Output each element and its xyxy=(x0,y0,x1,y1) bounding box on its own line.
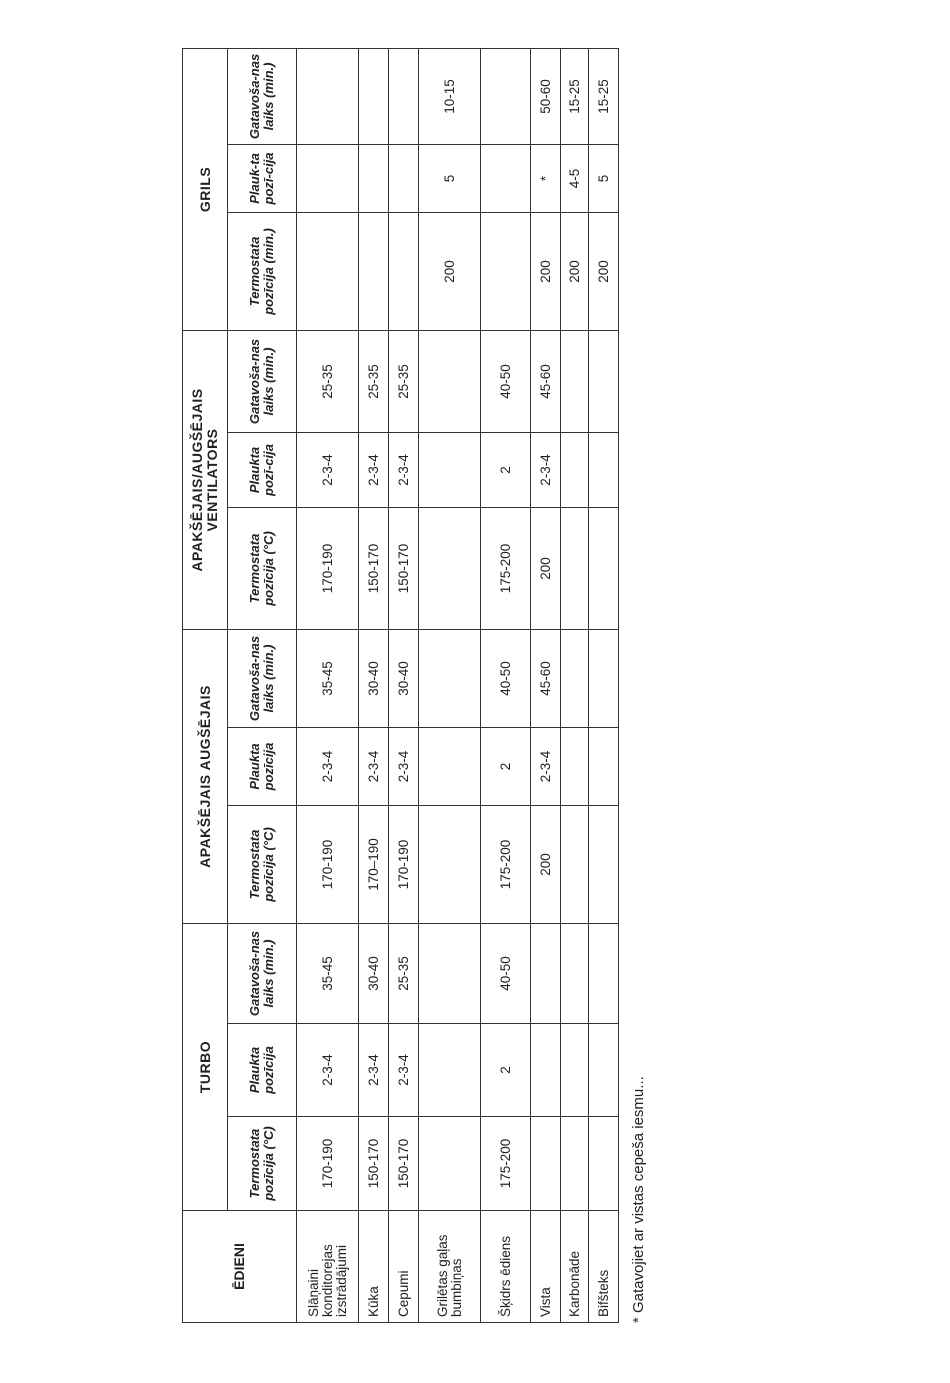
cell: 2-3-4 xyxy=(359,1024,389,1117)
dish-name: Bifšteks xyxy=(589,1211,619,1323)
cell: 175-200 xyxy=(481,507,531,629)
table-row xyxy=(389,48,419,1322)
cell: 40-50 xyxy=(481,629,531,727)
cell: 200 xyxy=(531,212,561,330)
cooking-table-rotated xyxy=(182,53,678,1323)
cell xyxy=(297,48,359,144)
cell: 2-3-4 xyxy=(297,1024,359,1117)
cell xyxy=(561,923,589,1023)
lu-time-header: Gatavoša-nas laiks (min.) xyxy=(228,629,297,727)
cell xyxy=(419,1117,481,1211)
cell xyxy=(589,507,619,629)
cell: 2-3-4 xyxy=(531,727,561,805)
cell xyxy=(359,144,389,212)
cell xyxy=(419,330,481,432)
cell xyxy=(389,212,419,330)
table-row xyxy=(359,48,389,1322)
cell: 150-170 xyxy=(359,507,389,629)
cell: 2-3-4 xyxy=(389,432,419,507)
cell: 170-190 xyxy=(389,805,419,923)
cell xyxy=(359,48,389,144)
grill-thermo-header: Termostata pozīcija (min.) xyxy=(228,212,297,330)
cell: 2 xyxy=(481,727,531,805)
cell xyxy=(389,144,419,212)
table-row xyxy=(297,48,359,1322)
cell xyxy=(359,212,389,330)
cell: 2-3-4 xyxy=(359,727,389,805)
cell xyxy=(589,432,619,507)
cell: 2-3-4 xyxy=(389,727,419,805)
table-row xyxy=(589,48,619,1322)
cell: 200 xyxy=(419,212,481,330)
cell: 2-3-4 xyxy=(297,432,359,507)
luf-thermo-header: Termostata pozīcija (°C) xyxy=(228,507,297,629)
cell xyxy=(297,212,359,330)
grill-header: GRILS xyxy=(183,48,228,330)
cell: 25-35 xyxy=(297,330,359,432)
dish-name: Cepumi xyxy=(389,1211,419,1323)
cell: 200 xyxy=(561,212,589,330)
grill-time-header: Gatavoša-nas laiks (min.) xyxy=(228,48,297,144)
cell xyxy=(389,48,419,144)
cell: 30-40 xyxy=(359,923,389,1023)
cell: 5 xyxy=(419,144,481,212)
cell: 150-170 xyxy=(389,507,419,629)
cell xyxy=(481,48,531,144)
cell xyxy=(589,1117,619,1211)
cell: 50-60 xyxy=(531,48,561,144)
cell: 45-60 xyxy=(531,330,561,432)
cell: 5 xyxy=(589,144,619,212)
cell: 200 xyxy=(589,212,619,330)
dish-name: Grilētas gaļas bumbiņas xyxy=(419,1211,481,1323)
cell: 25-35 xyxy=(389,923,419,1023)
dish-name: Slāņaini konditorejas izstrādājumi xyxy=(297,1211,359,1323)
cell xyxy=(589,629,619,727)
cell: 30-40 xyxy=(359,629,389,727)
table-row xyxy=(481,48,531,1322)
cell: 30-40 xyxy=(389,629,419,727)
cell: 170-190 xyxy=(297,805,359,923)
cell xyxy=(297,144,359,212)
cell xyxy=(589,330,619,432)
cell xyxy=(561,330,589,432)
turbo-time-header: Gatavoša-nas laiks (min.) xyxy=(228,923,297,1023)
cell: 25-35 xyxy=(389,330,419,432)
cell xyxy=(561,727,589,805)
cell: 35-45 xyxy=(297,629,359,727)
cell: 175-200 xyxy=(481,805,531,923)
cell: 10-15 xyxy=(419,48,481,144)
cell xyxy=(561,629,589,727)
cell: 175-200 xyxy=(481,1117,531,1211)
dish-name: Karbonāde xyxy=(561,1211,589,1323)
lu-thermo-header: Termostata pozīcija (°C) xyxy=(228,805,297,923)
dish-name: Kūka xyxy=(359,1211,389,1323)
cell xyxy=(531,1024,561,1117)
cell: 150-170 xyxy=(359,1117,389,1211)
cell xyxy=(481,212,531,330)
cell: 15-25 xyxy=(561,48,589,144)
cell xyxy=(561,805,589,923)
cell xyxy=(481,144,531,212)
cell: 200 xyxy=(531,507,561,629)
cell: 170-190 xyxy=(297,507,359,629)
cell xyxy=(561,507,589,629)
cell: 170–190 xyxy=(359,805,389,923)
cell: 35-45 xyxy=(297,923,359,1023)
cell xyxy=(419,727,481,805)
turbo-thermo-header: Termostata pozīcija (°C) xyxy=(228,1117,297,1211)
luf-shelf-header: Plaukta pozī-cija xyxy=(228,432,297,507)
lower-upper-fan-header: APAKŠĒJAIS/AUGŠĒJAIS VENTILATORS xyxy=(183,330,228,629)
dish-name: Vista xyxy=(531,1211,561,1323)
cell: 2 xyxy=(481,1024,531,1117)
cell: 40-50 xyxy=(481,923,531,1023)
cell: 150-170 xyxy=(389,1117,419,1211)
cell: 170-190 xyxy=(297,1117,359,1211)
cooking-table xyxy=(182,48,619,1323)
dishes-header: ĒDIENI xyxy=(183,1211,297,1323)
cell: 2-3-4 xyxy=(389,1024,419,1117)
cell xyxy=(561,432,589,507)
cell: 2-3-4 xyxy=(531,432,561,507)
luf-time-header: Gatavoša-nas laiks (min.) xyxy=(228,330,297,432)
cell xyxy=(419,507,481,629)
cell xyxy=(561,1024,589,1117)
cell xyxy=(419,1024,481,1117)
table-row xyxy=(531,48,561,1322)
cell: 2-3-4 xyxy=(297,727,359,805)
cell: 2-3-4 xyxy=(359,432,389,507)
cell xyxy=(589,805,619,923)
table-row xyxy=(561,48,589,1322)
cell xyxy=(531,923,561,1023)
cell: 4-5 xyxy=(561,144,589,212)
cell xyxy=(561,1117,589,1211)
cell xyxy=(589,727,619,805)
lu-shelf-header: Plaukta pozīcija xyxy=(228,727,297,805)
cell: 2 xyxy=(481,432,531,507)
cell: 15-25 xyxy=(589,48,619,144)
cell: 45-60 xyxy=(531,629,561,727)
cell: * xyxy=(531,144,561,212)
cell xyxy=(419,629,481,727)
cell: 200 xyxy=(531,805,561,923)
cell: 40-50 xyxy=(481,330,531,432)
cell: 25-35 xyxy=(359,330,389,432)
lower-upper-header: APAKŠĒJAIS AUGŠĒJAIS xyxy=(183,629,228,923)
cell xyxy=(589,1024,619,1117)
cell xyxy=(419,923,481,1023)
cell xyxy=(589,923,619,1023)
cell xyxy=(531,1117,561,1211)
table-row xyxy=(419,48,481,1322)
cell xyxy=(419,805,481,923)
footnote: * Gatavojiet ar vistas cepeša iesmu... xyxy=(630,1076,647,1323)
grill-shelf-header: Plauk-ta pozī-cija xyxy=(228,144,297,212)
turbo-header: TURBO xyxy=(183,923,228,1210)
cell xyxy=(419,432,481,507)
turbo-shelf-header: Plaukta pozīcija xyxy=(228,1024,297,1117)
dish-name: Šķidrs ēdiens xyxy=(481,1211,531,1323)
